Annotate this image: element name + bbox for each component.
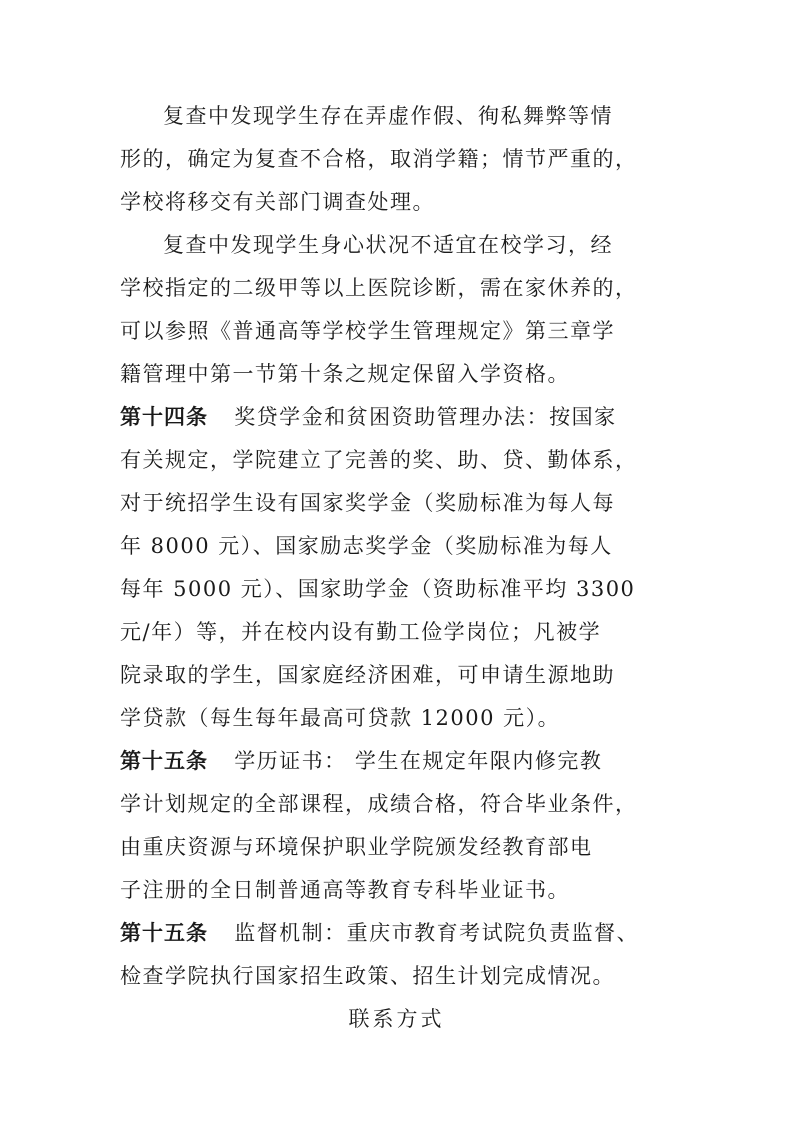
para2-line-3: 可以参照《普通高等学校学生管理规定》第三章学 <box>120 319 615 343</box>
para2-line-1: 复查中发现学生身心状况不适宜在校学习，经 <box>163 233 613 257</box>
para1-line-2: 形的，确定为复查不合格，取消学籍；情节严重的， <box>120 147 638 171</box>
para1-line-1: 复查中发现学生存在弄虚作假、徇私舞弊等情 <box>163 104 613 128</box>
para2-line-2: 学校指定的二级甲等以上医院诊断，需在家休养的， <box>120 276 638 300</box>
article-15b-line-1 <box>120 918 680 948</box>
article-14-line-1 <box>120 402 680 432</box>
article-14-line-4: 年 8000 元）、国家励志奖学金（奖励标准为每人 <box>120 534 613 558</box>
article-15b-label: 第十五条 <box>120 921 208 945</box>
article-14-line-8: 学贷款（每生每年最高可贷款 12000 元）。 <box>120 706 561 730</box>
article-14-line-6: 元/年）等，并在校内设有勤工俭学岗位；凡被学 <box>120 620 602 644</box>
para2-line-4: 籍管理中第一节第十条之规定保留入学资格。 <box>120 362 570 386</box>
article-14-line-5: 每年 5000 元）、国家助学金（资助标准平均 3300 <box>120 577 636 601</box>
article-14-first: 奖贷学金和贫困资助管理办法：按国家 <box>234 405 617 429</box>
para1-line-3: 学校将移交有关部门调查处理。 <box>120 190 435 214</box>
contact-heading: 联系方式 <box>348 1007 445 1031</box>
article-15a-line-3: 由重庆资源与环境保护职业学院颁发经教育部电 <box>120 835 593 859</box>
article-14-line-2: 有关规定，学院建立了完善的奖、助、贷、勤体系， <box>120 448 638 472</box>
article-15a-line-2: 学计划规定的全部课程，成绩合格，符合毕业条件， <box>120 792 638 816</box>
article-14-label: 第十四条 <box>120 405 208 429</box>
article-15b-first: 监督机制：重庆市教育考试院负责监督、 <box>234 921 640 945</box>
article-15a-line-1 <box>120 746 680 776</box>
article-15a-label: 第十五条 <box>120 749 208 773</box>
article-15a-first: 学历证书： 学生在规定年限内修完教 <box>234 749 603 773</box>
article-14-line-3: 对于统招学生设有国家奖学金（奖励标准为每人每 <box>120 491 615 515</box>
article-14-line-7: 院录取的学生，国家庭经济困难，可申请生源地助 <box>120 663 615 687</box>
article-15b-line-2: 检查学院执行国家招生政策、招生计划完成情况。 <box>120 964 615 988</box>
article-15a-line-4: 子注册的全日制普通高等教育专科毕业证书。 <box>120 878 570 902</box>
